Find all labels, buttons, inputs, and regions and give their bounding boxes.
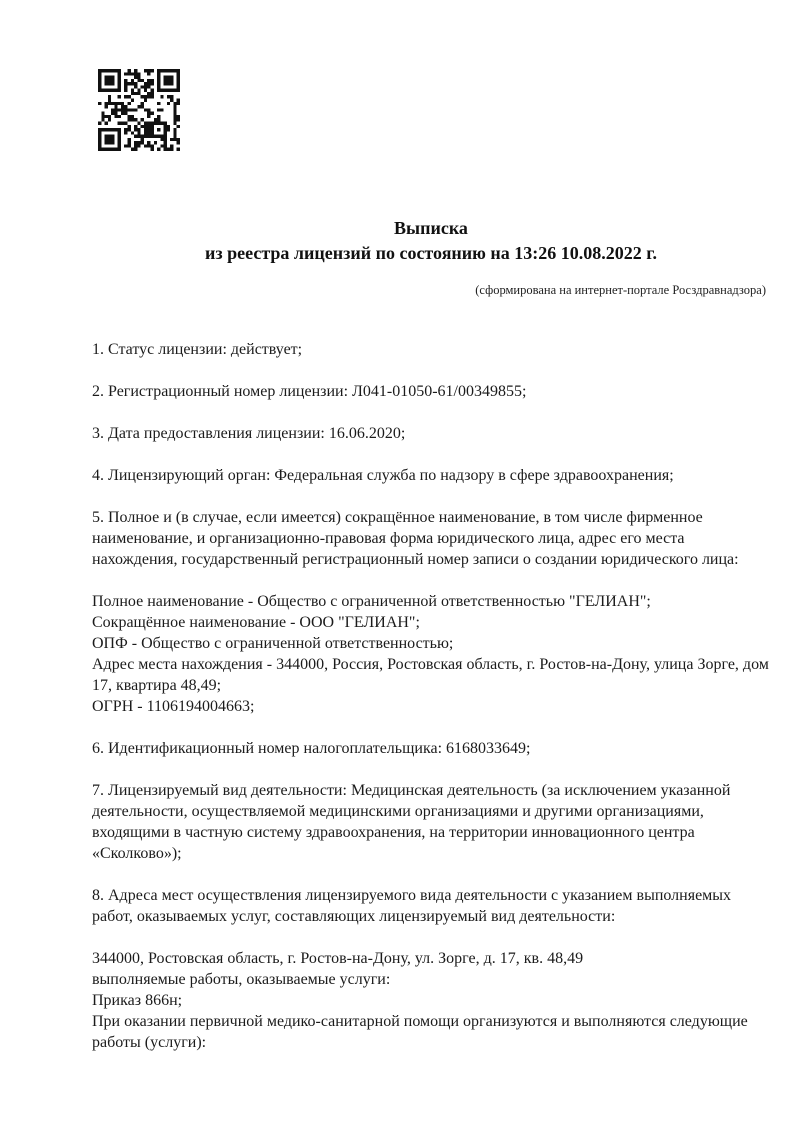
text-line: Полное наименование - Общество с ограниченной ответственностью "ГЕЛИАН";	[92, 593, 651, 610]
text-line: 4. Лицензирующий орган: Федеральная служба по надзору в сфере здравоохранения;	[92, 467, 674, 484]
text-line: выполняемые работы, оказываемые услуги:	[92, 971, 391, 988]
paragraph	[92, 423, 770, 444]
paragraph	[92, 339, 770, 360]
paragraph	[92, 948, 770, 1053]
title-line-2: из реестра лицензий по состоянию на 13:26 10.08.2022 г.	[205, 243, 657, 263]
text-line: 7. Лицензируемый вид деятельности: Медицинская деятельность (за исключением указанной деятельности, осуществляемой медицинскими организациями и другими организациями, входящими в частную систему здравоохранения, на территории инновационного центра «Сколково»);	[92, 782, 731, 862]
text-line: Приказ 866н;	[92, 992, 183, 1009]
document-body	[92, 339, 770, 1053]
paragraph	[92, 780, 770, 864]
text-line: Адрес места нахождения - 344000, Россия, Ростовская область, г. Ростов-на-Дону, улица Зорге, дом 17, квартира 48,49;	[92, 656, 769, 694]
formation-note: (сформирована на интернет-портале Росздравнадзора)	[475, 283, 766, 297]
paragraph	[92, 507, 770, 570]
paragraph	[92, 885, 770, 927]
text-line: 5. Полное и (в случае, если имеется) сокращённое наименование, в том числе фирменное наименование, и организационно-правовая форма юридического лица, адрес его места нахождения, государственный регистрационный номер записи о создании юридического лица:	[92, 509, 739, 568]
text-line: 3. Дата предоставления лицензии: 16.06.2020;	[92, 425, 406, 442]
text-line: 8. Адреса мест осуществления лицензируемого вида деятельности с указанием выполняемых работ, оказываемых услуг, составляющих лицензируемый вид деятельности:	[92, 887, 732, 925]
text-line: 2. Регистрационный номер лицензии: Л041-01050-61/00349855;	[92, 383, 527, 400]
text-line: Сокращённое наименование - ООО "ГЕЛИАН";	[92, 614, 420, 631]
text-line: 1. Статус лицензии: действует;	[92, 341, 303, 358]
paragraph	[92, 381, 770, 402]
page-title	[92, 216, 770, 266]
text-line: При оказании первичной медико-санитарной помощи организуются и выполняются следующие работы (услуги):	[92, 1013, 748, 1051]
document	[92, 0, 770, 1074]
paragraph	[92, 465, 770, 486]
text-line: 6. Идентификационный номер налогоплательщика: 6168033649;	[92, 740, 531, 757]
title-line-1: Выписка	[394, 218, 468, 238]
text-line: ОГРН - 1106194004663;	[92, 698, 255, 715]
text-line: 344000, Ростовская область, г. Ростов-на-Дону, ул. Зорге, д. 17, кв. 48,49	[92, 950, 584, 967]
paragraph	[92, 591, 770, 717]
paragraph	[92, 738, 770, 759]
text-line: ОПФ - Общество с ограниченной ответственностью;	[92, 635, 454, 652]
